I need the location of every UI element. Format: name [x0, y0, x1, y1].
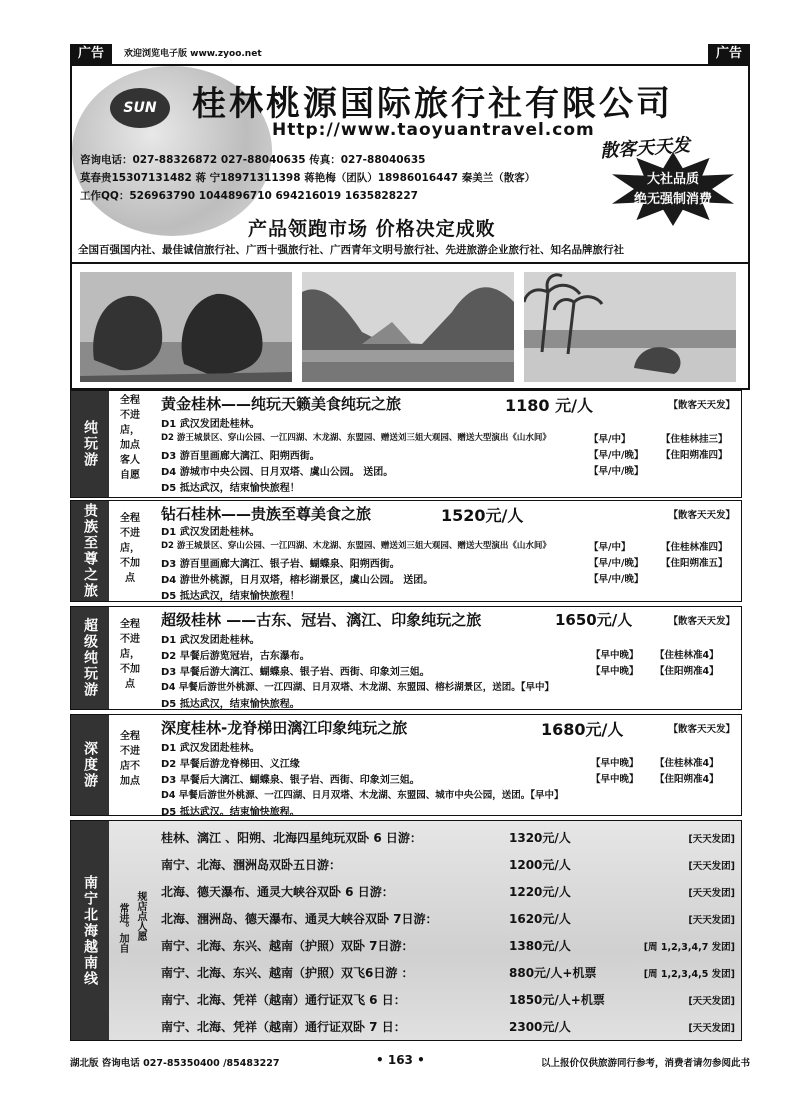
note-line: 客人 [120, 455, 140, 466]
footer-disclaimer: 以上报价仅供旅游同行参考，消费者请勿参阅此书 [540, 1058, 750, 1069]
day-item: D2 游王城景区、穿山公园、一江四湖、木龙湖、东盟园、赠送刘三姐大观园、赠送大型演出《山水间》 [161, 433, 551, 443]
note-line: 不进 [120, 528, 140, 539]
slogan: 产品领跑市场 价格决定成败 [248, 218, 496, 240]
staff-line: 莫春贵15307131482 蒋 宁18971311398 蒋艳梅（团队）18986016447 秦美兰（散客） [80, 172, 536, 184]
company-header [70, 64, 750, 264]
meal-info: 【早/中/晚】 [589, 574, 644, 585]
meal-info: 【早中晚】 [591, 774, 639, 785]
route-list-label: 南宁北海越南线 [71, 821, 109, 1040]
badge-line1: 大社品质 [646, 172, 699, 187]
route-price: 1620元/人 [509, 912, 571, 926]
route-price: 1200元/人 [509, 858, 571, 872]
note-line: 不加 [120, 558, 140, 569]
route-schedule: [天天发团] [688, 888, 735, 899]
meal-info: 【早中晚】 [591, 666, 639, 677]
day-item: D4 早餐后游世外桃源、一江四湖、日月双塔、木龙湖、东盟园、榕杉湖景区，送团。【早中】 [161, 682, 555, 693]
tour-schedule: 【散客天天发】 [668, 724, 735, 735]
note-line: 不进 [120, 634, 140, 645]
note-line: 不加 [120, 664, 140, 675]
note-line: 全程 [120, 619, 140, 630]
day-item: D4 游世外桃源，日月双塔，榕杉湖景区，虞山公园。 送团。 [161, 575, 434, 586]
photo-rocks [80, 272, 292, 382]
route-item: 北海、涠洲岛、德天瀑布、通灵大峡谷双卧 7日游： [161, 912, 438, 926]
day-item: D3 早餐后游大漓江、蝴蝶泉、银子岩、西街、印象刘三姐。 [161, 667, 430, 678]
note-line: 店， [120, 543, 140, 554]
tour-label: 深度游 [71, 715, 109, 815]
tour-title: 深度桂林-龙脊梯田漓江印象纯玩之旅 [161, 719, 408, 737]
hotel-info: 【住阳朔准4】 [655, 666, 719, 677]
day-item: D2 早餐后游览冠岩，古东瀑布。 [161, 651, 310, 662]
script-slogan: 散客天天发 [599, 134, 691, 163]
note-line: 加点 [120, 776, 140, 787]
tour-section-1 [70, 390, 742, 498]
route-price: 1220元/人 [509, 885, 571, 899]
meal-info: 【早/中】 [589, 434, 631, 445]
note-line: 加点 [120, 440, 140, 451]
route-item: 南宁、北海、凭祥（越南）通行证双卧 7 日： [161, 1020, 406, 1034]
day-item: D3 早餐后大漓江、蝴蝶泉、银子岩、西街、印象刘三姐。 [161, 775, 420, 786]
qq-line: 工作QQ：526963790 1044896710 694216019 1635828227 [80, 190, 418, 202]
note-line: 店， [120, 425, 140, 436]
tour-schedule: 【散客天天发】 [668, 400, 735, 411]
tour-label: 贵族至尊之旅 [71, 501, 109, 601]
note-line: 全程 [120, 513, 140, 524]
note-line: 点 [125, 573, 135, 584]
route-price: 1380元/人 [509, 939, 571, 953]
tour-schedule: 【散客天天发】 [668, 510, 735, 521]
route-schedule: [周 1,2,3,4,5 发团] [643, 969, 735, 980]
tour-price: 1650元/人 [555, 611, 633, 629]
note-line: 自愿 [120, 470, 140, 481]
day-item: D3 游百里画廊大漓江、银子岩、蝴蝶泉、阳朔西街。 [161, 559, 400, 570]
honors-line: 全国百强国内社、最佳诚信旅行社、广西十强旅行社、广西青年文明号旅行社、先进旅游企业旅行社、知名品牌旅行社 [78, 244, 624, 256]
note-line: 店， [120, 649, 140, 660]
hotel-info: 【住桂林准4】 [655, 758, 719, 769]
route-item: 南宁、北海、东兴、越南（护照）双卧 7日游： [161, 939, 414, 953]
route-price: 1320元/人 [509, 831, 571, 845]
hotel-info: 【住阳朔准五】 [661, 558, 728, 569]
day-item: D2 游王城景区、穿山公园、一江四湖、木龙湖、东盟园、赠送刘三姐大观园、赠送大型演出《山水间》 [161, 541, 551, 551]
meal-info: 【早中晚】 [591, 650, 639, 661]
day-item: D1 武汉发团赴桂林。 [161, 527, 260, 538]
day-item: D1 武汉发团赴桂林。 [161, 419, 260, 430]
company-name: 桂林桃源国际旅行社有限公司 [192, 84, 673, 124]
meal-info: 【早中晚】 [591, 758, 639, 769]
day-item: D2 早餐后游龙脊梯田、义江缘 [161, 759, 300, 770]
route-note-a: 常进。加自 [117, 903, 128, 953]
tour-note [113, 511, 147, 586]
tour-label: 纯玩游 [71, 391, 109, 497]
meal-info: 【早/中/晚】 [589, 558, 644, 569]
day-item: D5 抵达武汉。结束愉快旅程。 [161, 807, 300, 818]
route-item: 桂林、漓江 、阳朔、北海四星纯玩双卧 6 日游： [161, 831, 422, 845]
company-logo: SUN [110, 88, 170, 128]
route-item: 南宁、北海、东兴、越南（护照）双飞6日游 ： [161, 966, 414, 980]
day-item: D1 武汉发团赴桂林。 [161, 743, 260, 754]
ad-label-left: 广告 [70, 44, 112, 64]
tour-schedule: 【散客天天发】 [668, 616, 735, 627]
tour-title: 超级桂林 ——古东、冠岩、漓江、印象纯玩之旅 [161, 611, 482, 629]
page-number: • 163 • [376, 1053, 425, 1067]
hotel-info: 【住阳朔准四】 [661, 450, 728, 461]
day-item: D5 抵达武汉，结束愉快旅程。 [161, 699, 300, 710]
note-line: 不进 [120, 746, 140, 757]
tour-note [113, 729, 147, 789]
hotel-info: 【住桂林准4】 [655, 650, 719, 661]
ad-label-right: 广告 [708, 44, 750, 64]
tour-section-3 [70, 606, 742, 710]
welcome-text[interactable]: 欢迎浏览电子版 www.zyoo.net [124, 49, 262, 59]
tour-note [113, 617, 147, 692]
route-list [70, 820, 742, 1041]
badge-line2: 绝无强制消费 [633, 192, 712, 207]
tour-price: 1680元/人 [541, 720, 624, 739]
tour-price: 1520元/人 [441, 506, 524, 525]
note-line: 全程 [120, 395, 140, 406]
tour-title: 钻石桂林——贵族至尊美食之旅 [161, 505, 372, 523]
route-price: 1850元/人+机票 [509, 993, 605, 1007]
route-schedule: [天天发团] [688, 861, 735, 872]
note-line: 不进 [120, 410, 140, 421]
photo-river [302, 272, 514, 382]
day-item: D4 早餐后游世外桃源、一江四湖、日月双塔、木龙湖、东盟园、城市中央公园，送团。【早中】 [161, 790, 564, 801]
tour-label: 超级纯玩游 [71, 607, 109, 709]
day-item: D4 游城市中央公园、日月双塔、虞山公园。 送团。 [161, 467, 394, 478]
note-line: 店不 [120, 761, 140, 772]
meal-info: 【早/中】 [589, 542, 631, 553]
route-item: 北海、德天瀑布、通灵大峡谷双卧 6 日游： [161, 885, 394, 899]
hotel-info: 【住阳朔准4】 [655, 774, 719, 785]
tour-price: 1180 元/人 [505, 396, 593, 415]
route-schedule: [周 1,2,3,4,7 发团] [643, 942, 735, 953]
route-schedule: [天天发团] [688, 915, 735, 926]
tour-title: 黄金桂林——纯玩天籁美食纯玩之旅 [161, 395, 402, 413]
photo-beach [524, 272, 736, 382]
day-item: D1 武汉发团赴桂林。 [161, 635, 260, 646]
route-schedule: [天天发团] [688, 834, 735, 845]
route-price: 880元/人+机票 [509, 966, 597, 980]
tour-note [113, 393, 147, 483]
day-item: D3 游百里画廊大漓江、阳朔西街。 [161, 451, 320, 462]
day-item: D5 抵达武汉，结束愉快旅程！ [161, 591, 300, 602]
tour-section-4 [70, 714, 742, 816]
route-note-b: 规店点人愿 [135, 891, 146, 941]
note-line: 点 [125, 679, 135, 690]
route-price: 2300元/人 [509, 1020, 571, 1034]
note-line: 全程 [120, 731, 140, 742]
day-item: D5 抵达武汉，结束愉快旅程！ [161, 483, 300, 494]
meal-info: 【早/中/晚】 [589, 450, 644, 461]
route-schedule: [天天发团] [688, 996, 735, 1007]
meal-info: 【早/中/晚】 [589, 466, 644, 477]
tour-section-2 [70, 500, 742, 602]
route-item: 南宁、北海、涠洲岛双卧五日游： [161, 858, 342, 872]
hotel-info: 【住桂林准四】 [661, 542, 728, 553]
hotel-info: 【住桂林挂三】 [661, 434, 728, 445]
route-item: 南宁、北海、凭祥（越南）通行证双飞 6 日： [161, 993, 406, 1007]
website-link[interactable]: Http://www.taoyuantravel.com [272, 120, 595, 140]
contact-line: 咨询电话：027-88326872 027-88040635 传真：027-88040635 [80, 154, 426, 166]
route-schedule: [天天发团] [688, 1023, 735, 1034]
footer-contact: 湖北版 咨询电话 027-85350400 /85483227 [70, 1058, 280, 1069]
